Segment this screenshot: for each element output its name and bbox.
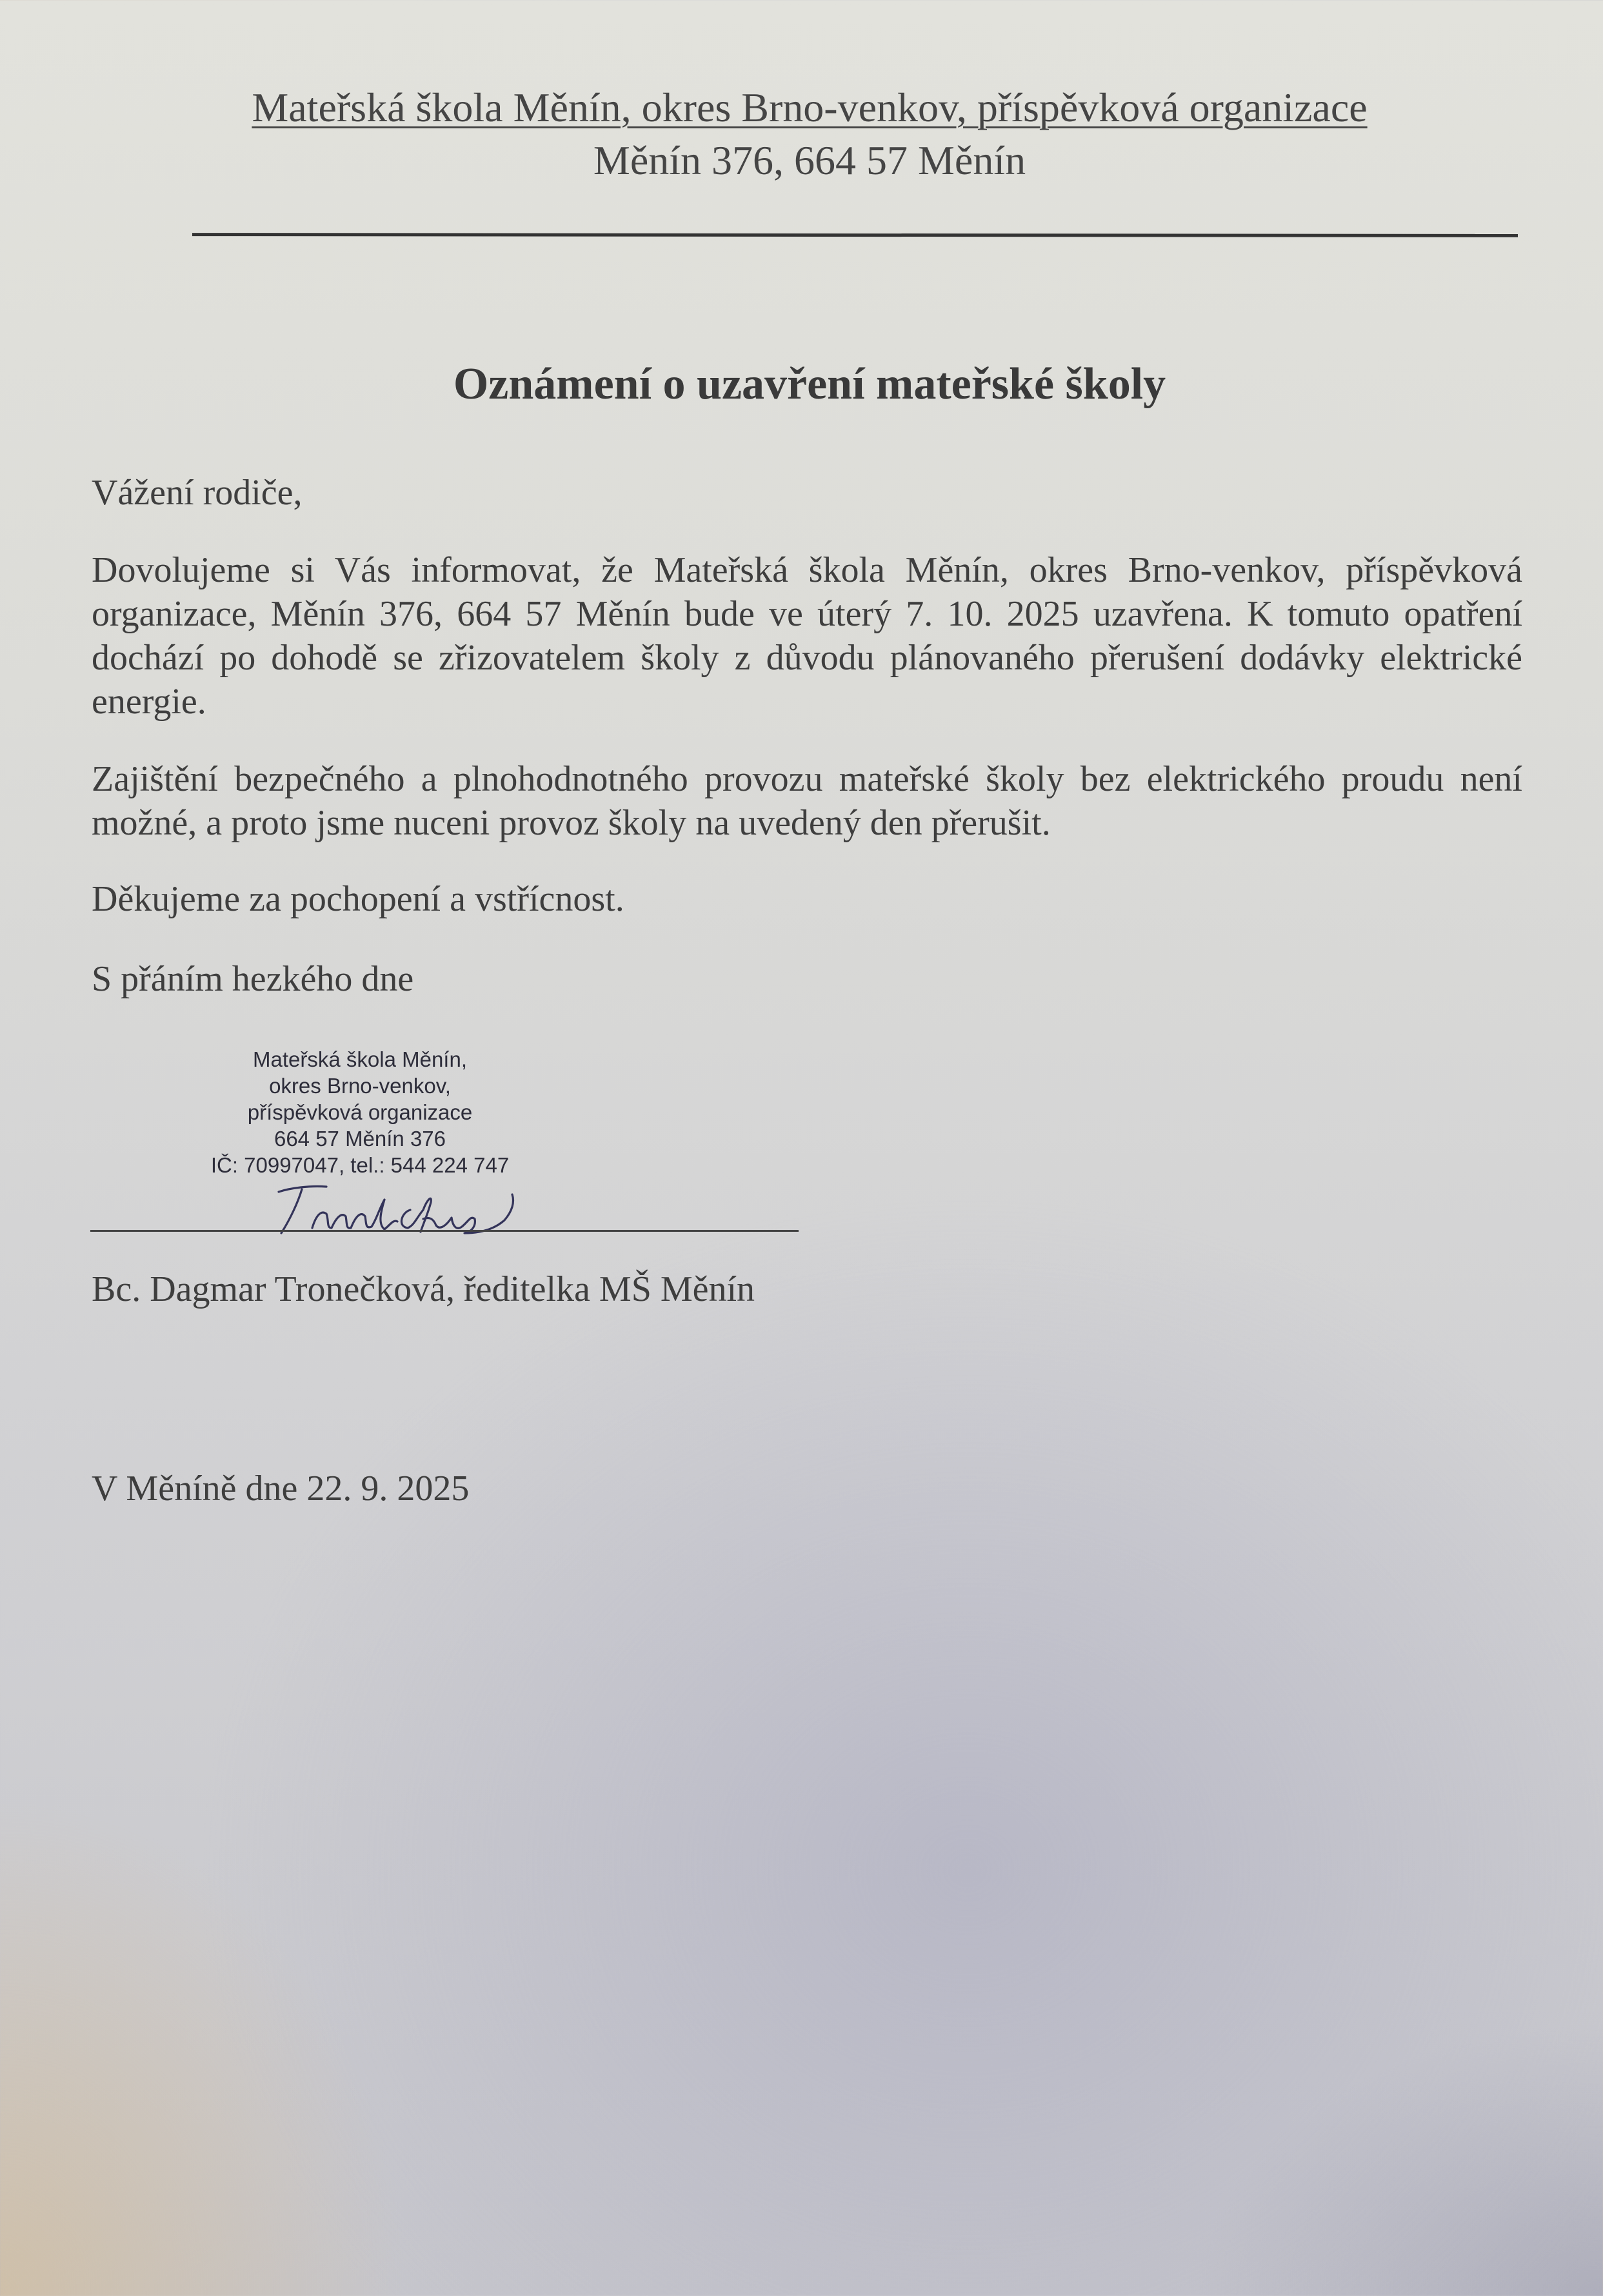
handwritten-signature bbox=[264, 1174, 535, 1245]
header-divider bbox=[192, 233, 1518, 237]
paragraph-reason: Zajištění bezpečného a plnohodnotného provozu mateřské školy bez elektrického proudu není možné, a proto jsme nuceni provoz školy na uvedený den přerušit. bbox=[92, 759, 1522, 843]
school-stamp bbox=[173, 1046, 547, 1178]
document-title: Oznámení o uzavření mateřské školy bbox=[453, 359, 1166, 409]
signature-line bbox=[90, 1230, 799, 1232]
stamp-line: příspěvková organizace bbox=[247, 1100, 473, 1124]
stamp-line: okres Brno-venkov, bbox=[269, 1074, 451, 1098]
thanks-line: Děkujeme za pochopení a vstřícnost. bbox=[92, 879, 624, 919]
stamp-line: Mateřská škola Měnín, bbox=[253, 1047, 467, 1071]
signer-name: Bc. Dagmar Tronečková, ředitelka MŠ Měnín bbox=[92, 1269, 755, 1309]
greeting: Vážení rodiče, bbox=[92, 473, 303, 513]
closing-line: S přáním hezkého dne bbox=[92, 959, 414, 999]
place-and-date: V Měníně dne 22. 9. 2025 bbox=[92, 1469, 470, 1509]
stamp-line: IČ: 70997047, tel.: 544 224 747 bbox=[210, 1153, 510, 1177]
stamp-line: 664 57 Měnín 376 bbox=[274, 1127, 446, 1151]
header-address: Měnín 376, 664 57 Měnín bbox=[593, 137, 1026, 183]
paragraph-announcement: Dovolujeme si Vás informovat, že Mateřská škola Měnín, okres Brno-venkov, příspěvková organizace, Měnín 376, 664 57 Měnín bude ve úterý 7. 10. 2025 uzavřena. K tomuto opatření dochází po dohodě se zřizovatelem školy z důvodu plánovaného přerušení dodávky elektrické energie. bbox=[92, 550, 1522, 722]
header-organization: Mateřská škola Měnín, okres Brno-venkov, příspěvková organizace bbox=[252, 84, 1368, 130]
